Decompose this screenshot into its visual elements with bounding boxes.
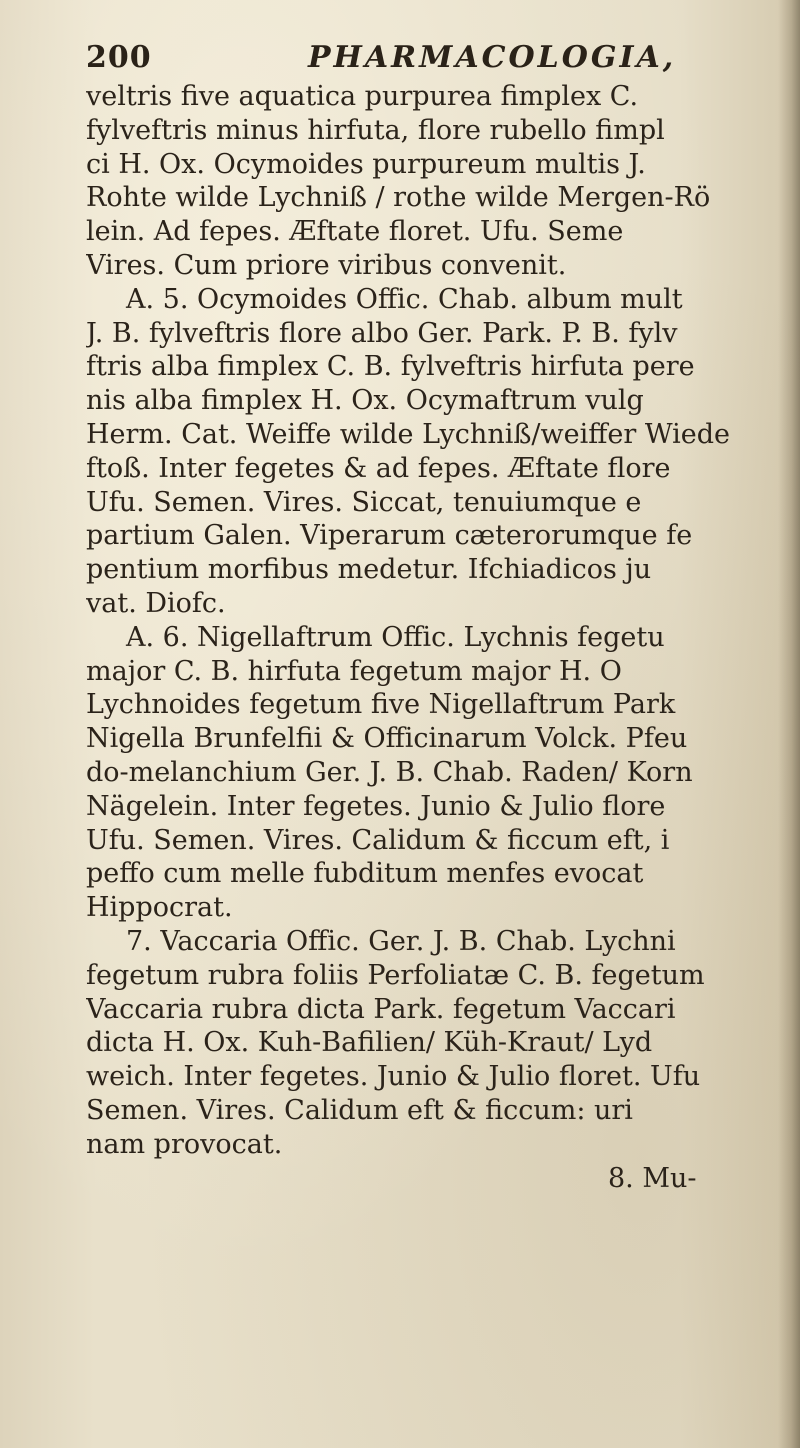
text-line: Hippocrat. <box>86 892 233 924</box>
text-line: Lychnoides fegetum five Nigellaftrum Park <box>86 689 676 721</box>
text-line: lein. Ad fepes. Æftate floret. Ufu. Seme <box>86 216 624 248</box>
page-header <box>86 40 726 80</box>
page-number: 200 <box>86 40 152 75</box>
text-line: J. B. fylveftris flore albo Ger. Park. P. B. fylv <box>86 317 678 349</box>
text-line: fylveftris minus hirfuta, flore rubello fimpl <box>86 114 665 146</box>
text-line: dicta H. Ox. Kuh-Bafilien/ Küh-Kraut/ Lyd <box>86 1027 653 1059</box>
text-line: ftris alba fimplex C. B. fylveftris hirfuta pere <box>86 351 695 383</box>
running-head: PHARMACOLOGIA, <box>308 40 677 75</box>
text-line: nis alba fimplex H. Ox. Ocymaftrum vulg <box>86 385 644 417</box>
text-line: veltris five aquatica purpurea fimplex C. <box>86 81 639 112</box>
text-line: Nigella Brunfelfii & Officinarum Volck. Pfeu <box>86 723 688 755</box>
body-text <box>86 80 786 1195</box>
text-line: do-melanchium Ger. J. B. Chab. Raden/ Korn <box>86 756 693 788</box>
text-line: Nägelein. Inter fegetes. Junio & Julio flore <box>86 790 666 822</box>
text-line: Vaccaria rubra dicta Park. fegetum Vaccari <box>86 993 676 1025</box>
text-line: ftoß. Inter fegetes & ad fepes. Æftate flore <box>86 452 671 484</box>
text-line: vat. Diofc. <box>86 587 226 619</box>
text-line: Herm. Cat. Weiffe wilde Lychniß/weiffer Wiede <box>86 418 731 450</box>
text-line: A. 5. Ocymoides Offic. Chab. album mult <box>126 283 683 315</box>
text-line: Ufu. Semen. Vires. Siccat, tenuiumque e <box>86 486 642 518</box>
text-line: Vires. Cum priore viribus convenit. <box>86 249 567 281</box>
text-line: Rohte wilde Lychniß / rothe wilde Mergen-Rö <box>86 182 711 214</box>
text-line: nam provocat. <box>86 1128 283 1160</box>
text-line: Ufu. Semen. Vires. Calidum & ficcum eft, i <box>86 824 670 856</box>
text-line: pentium morfibus medetur. Ifchiadicos ju <box>86 554 652 586</box>
text-line: A. 6. Nigellaftrum Offic. Lychnis fegetu <box>126 621 665 653</box>
text-line: partium Galen. Viperarum cæterorumque fe <box>86 520 693 552</box>
text-line: peffo cum melle fubditum menfes evocat <box>86 858 644 890</box>
text-line: ci H. Ox. Ocymoides purpureum multis J. <box>86 148 646 180</box>
text-line: major C. B. hirfuta fegetum major H. O <box>86 655 622 687</box>
text-line: 7. Vaccaria Offic. Ger. J. B. Chab. Lychni <box>126 925 676 957</box>
text-line: weich. Inter fegetes. Junio & Julio floret. Ufu <box>86 1061 701 1093</box>
text-line: fegetum rubra foliis Perfoliatæ C. B. fegetum <box>86 959 705 991</box>
text-line: Semen. Vires. Calidum eft & ficcum: uri <box>86 1094 633 1126</box>
catchword: 8. Mu- <box>608 1162 697 1194</box>
